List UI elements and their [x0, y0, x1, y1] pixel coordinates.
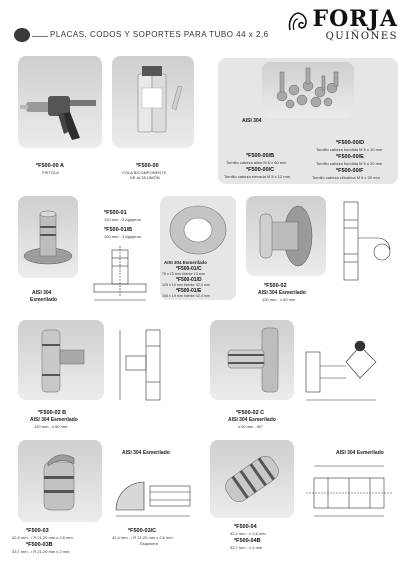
f50003-drawing-panel — [108, 446, 198, 524]
f50002-technical-drawing — [334, 198, 400, 284]
rosette-e-code: *F500-01/E — [176, 288, 202, 294]
brand-logo — [312, 8, 398, 42]
angle-bracket-image — [210, 320, 294, 400]
f50002b-code: *F500-02 B — [38, 410, 67, 416]
page-header — [0, 0, 416, 50]
screw-b-desc: Tornillo cabeza allen M 6 x 60 mm — [226, 160, 287, 165]
base01-material-1: AISI 304 — [32, 290, 52, 296]
wall-bracket-image — [246, 196, 326, 276]
tube-bracket-image — [18, 320, 104, 400]
tube-joint-image — [210, 440, 294, 518]
f50003-material: AISI 304 Esmerilado — [122, 450, 170, 456]
f50002b-photo — [18, 320, 104, 400]
ironwork-emblem-icon — [286, 10, 310, 32]
screw-e-desc: Tornillo cabeza hundida M 6 x 20 mm — [316, 161, 383, 166]
screw-f-code: *F500-00/F — [336, 168, 364, 174]
base01b-code: *F500-01/B — [104, 227, 133, 233]
base-flange-image — [18, 196, 78, 278]
rosette-material: AISI 304 Esmerilado — [164, 260, 208, 265]
screws-material: AISI 304 — [242, 118, 262, 124]
colab-photo — [112, 56, 194, 148]
screw-e-code: *F500-00/E — [336, 154, 364, 160]
f50003-technical-drawing — [110, 460, 196, 522]
f50003b-desc: 33,7 mm - / R 21,20 mm x 2 mm — [12, 549, 70, 554]
colab-desc-line1: COLA BICOMPONENTE — [122, 170, 167, 175]
f50002c-desc: x 50 mm - 90° — [238, 424, 263, 429]
screw-d-desc: Tornillo cabeza hundida M 6 x 10 mm — [316, 147, 383, 152]
f50002-desc: 120 mm - x 50 mm — [262, 297, 296, 302]
base01-photo — [18, 196, 78, 278]
f50002-code: *F500-02 — [264, 283, 287, 289]
f50003-extra: Esquinero — [140, 541, 159, 546]
f50004-code: *F500-04 — [234, 524, 257, 530]
screws-pile-image — [262, 62, 354, 118]
f50002b-desc: 120 mm - x 50 mm — [34, 424, 68, 429]
screw-c-code: *F500-00/C — [246, 167, 275, 173]
base01b-desc: 100 mm - 3 Agujeros — [104, 234, 141, 239]
f50004-material: AISI 304 Esmerilado — [336, 450, 384, 456]
rosette-image — [166, 202, 230, 258]
screws-panel — [218, 58, 398, 184]
page-title: PLACAS, CODOS Y SOPORTES PARA TUBO 44 x 2,6 — [50, 30, 269, 39]
base01-material-2: Esmerilado — [30, 297, 57, 303]
f50003-desc: 42,4 mm - / R 21,20 mm x 2,6 mm — [12, 535, 73, 540]
f50002c-technical-drawing — [300, 322, 396, 412]
brand-subtitle: QUIÑONES — [325, 31, 398, 42]
base01-technical-drawing — [90, 244, 150, 308]
pistola-photo — [18, 56, 102, 148]
rosette-c-code: *F500-01/C — [176, 266, 202, 272]
f50004b-code: *F500-04B — [234, 538, 261, 544]
rosette-c-desc: 76 x 13 mm interior 13 mm — [162, 272, 205, 276]
f50002b-technical-drawing — [116, 326, 176, 406]
screw-f-desc: Tornillo cabeza cilíndrica M 6 x 20 mm — [312, 175, 380, 180]
tube-connector-image — [18, 440, 102, 522]
f50003-photo — [18, 440, 102, 522]
f50002-material: AISI 304 Esmerilado — [258, 290, 306, 296]
screw-c-desc: Tornillo cabeza elevada M 5 x 12 mm — [224, 174, 291, 179]
f50003c-desc: 42,4 mm - / R 21,20 mm x 2,6 mm — [112, 535, 173, 540]
f50004-technical-drawing — [300, 460, 398, 524]
pistola-desc: PISTOLA — [42, 170, 59, 175]
f50004-desc: 42,4 mm - x 2,6 mm — [230, 531, 266, 536]
f50004b-desc: 33,7 mm - x 2 mm — [230, 545, 263, 550]
f50002c-material: AISI 304 Esmerilado — [228, 417, 276, 423]
base01-code: *F500-01 — [104, 210, 127, 216]
f50004-photo — [210, 440, 294, 518]
colab-desc-line2: DE ALTA UNIÓN — [130, 175, 160, 180]
brand-name: FORJA — [312, 6, 398, 32]
rosette-d-desc: 125 x 10 mm interior 42,4 mm — [162, 283, 210, 287]
screws-photo — [262, 62, 354, 118]
pistola-code: *F500-00 A — [36, 163, 64, 169]
rosette-d-code: *F500-01/D — [176, 277, 202, 283]
f50003b-code: *F500-03B — [26, 542, 53, 548]
rosette-e-desc: 105 x 19 mm interior 42,4 mm — [162, 294, 210, 298]
f50002c-code: *F500-02 C — [236, 410, 265, 416]
f50003-code: *F500-03 — [26, 528, 49, 534]
header-bullet-icon — [14, 28, 30, 42]
screw-b-code: *F500-00/B — [246, 153, 275, 159]
f50002b-material: AISI 304 Esmerilado — [30, 417, 78, 423]
header-divider — [32, 36, 48, 37]
f50002c-photo — [210, 320, 294, 400]
base01-desc: 120 mm - 3 Agujeros — [104, 217, 141, 222]
adhesive-cartridge-image — [112, 56, 194, 148]
f50002-photo — [246, 196, 326, 276]
screw-d-code: *F500-00/D — [336, 140, 365, 146]
rosette-panel — [160, 196, 236, 300]
glue-gun-image — [18, 56, 102, 148]
f50003c-code: *F500-03/C — [128, 528, 157, 534]
colab-code: *F500-00 — [136, 163, 159, 169]
